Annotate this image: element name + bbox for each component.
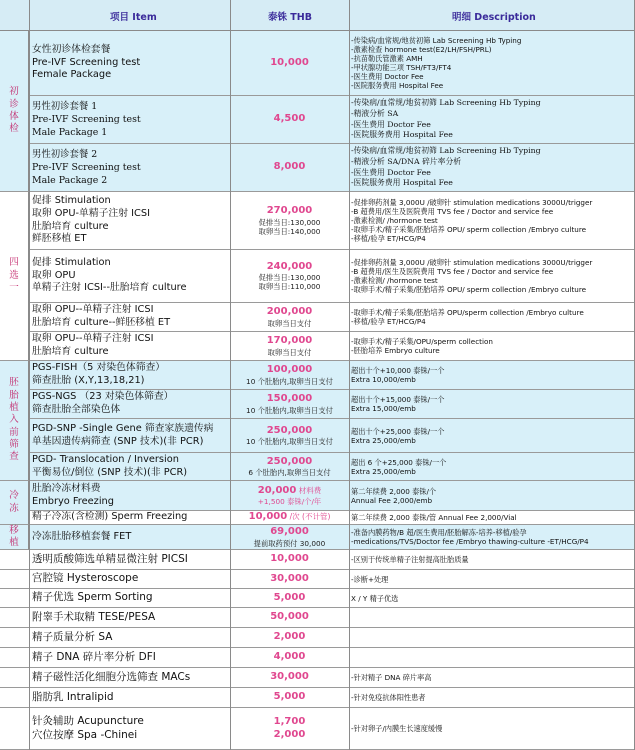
description-text: 第二年续费 2,000 泰铢/管 Annual Fee 2,000/Vial	[351, 513, 517, 522]
table-row	[0, 332, 635, 361]
price-cell	[231, 96, 348, 143]
price-note: 取卵当日支付	[267, 347, 312, 357]
description-text: 超出十个+15,000 泰铢/一个	[351, 395, 445, 404]
price-value: 5,000	[273, 591, 306, 603]
group-text: 胚 胎 植 入 前 筛 查	[9, 377, 19, 463]
table-row	[0, 481, 635, 511]
table-row	[0, 303, 635, 332]
price-cell	[231, 192, 348, 249]
description-text: -取卵手术/精子采集/胚胎培养 OPU/ sperm collection /Embryo culture	[351, 285, 587, 294]
price-value: 250,000	[266, 424, 313, 436]
price-value: 10,000	[270, 56, 309, 68]
description-text: -医生费用 Doctor Fee	[351, 119, 431, 129]
description-text: -B 超费用/医生及医院费用 TVS fee / Doctor and service fee	[351, 207, 554, 216]
item-text: 单精子注射 ICSI--肚胎培育 culture	[32, 282, 187, 294]
item-cell	[32, 608, 230, 627]
item-text: 男性初诊套餐 2	[32, 148, 98, 160]
price-note: 10 个肚胎内,取卵当日支付	[246, 376, 333, 386]
table-row	[0, 361, 635, 390]
description-cell	[351, 550, 633, 569]
description-cell	[351, 481, 633, 510]
price-cell	[231, 144, 348, 191]
table-row	[0, 144, 635, 192]
price-value: 20,000 材料费	[257, 484, 322, 496]
table-row	[0, 192, 635, 250]
description-text: -激素检测/ /hormone test	[351, 276, 438, 285]
table-row	[0, 688, 635, 708]
description-text: -医院服务费用 Hospital Fee	[351, 178, 453, 188]
description-text: -B 超费用/医生及医院费用 TVS fee / Doctor and service fee	[351, 267, 554, 276]
price-note: 6 个肚胎内,取卵当日支付	[248, 468, 331, 478]
item-text: 筛查肚胎全部染色体	[32, 404, 121, 415]
group-label	[0, 525, 29, 550]
description-text: -促排卵药剂量 3,000U /破卵针 stimulation medications 3000U/trigger	[351, 258, 593, 267]
description-text: Extra 25,000/emb	[351, 466, 416, 476]
item-text: Female Package	[32, 69, 112, 81]
item-text: 精子质量分析 SA	[32, 630, 113, 643]
price-note: 提前取药预付 30,000	[253, 538, 326, 548]
price-cell	[231, 648, 348, 667]
description-cell	[351, 511, 633, 524]
description-cell	[351, 390, 633, 418]
group-label	[0, 31, 29, 192]
item-text: 单基因遗传病筛查 (SNP 技术)(非 PCR)	[32, 435, 204, 447]
item-cell	[32, 192, 230, 249]
description-text: -胚胎培养 Embryo culture	[351, 346, 440, 355]
price-value: 4,000	[273, 651, 306, 663]
price-cell	[231, 570, 348, 588]
price-note: 取卵当日支付	[267, 318, 312, 328]
item-text: 附睾手术取精 TESE/PESA	[32, 610, 156, 623]
price-value: 2,000	[273, 631, 306, 643]
price-note: /次 (不计管)	[287, 512, 331, 522]
price-cell	[231, 250, 348, 302]
price-value: 30,000	[270, 572, 309, 584]
item-text: 精子优选 Sperm Sorting	[32, 591, 153, 604]
table-row	[0, 708, 635, 750]
table-row	[0, 589, 635, 608]
item-text: 精子 DNA 碎片率分析 DFI	[32, 650, 156, 663]
item-text: PGS-NGS （23 对染色体筛查）	[32, 391, 174, 403]
column-divider	[29, 0, 30, 750]
description-text: -medications/TVS/Doctor fee /Embryo thawing-culture -ET/HCG/P4	[351, 537, 589, 546]
item-cell	[32, 419, 230, 452]
header-item: 项目 Item	[110, 12, 157, 23]
table-header	[0, 0, 635, 31]
price-cell	[231, 668, 348, 687]
description-text: 超出十个+10,000 泰铢/一个	[351, 366, 445, 375]
description-text: -区别于传统单精子注射提高肚胎质量	[351, 555, 469, 564]
price-cell	[231, 628, 348, 647]
description-cell	[351, 361, 633, 389]
item-text: PGS-FISH（5 对染色体筛查）	[32, 362, 166, 374]
price-value: 270,000	[266, 205, 313, 217]
description-text: -传染病/血常规/地贫初筛 Lab Screening Hb Typing	[351, 98, 541, 107]
column-divider	[349, 0, 350, 750]
price-cell	[231, 688, 348, 707]
description-text: -诊断+处理	[351, 574, 389, 584]
price-value: 170,000	[266, 335, 313, 347]
item-cell	[32, 250, 230, 302]
description-cell	[351, 96, 633, 143]
description-text: -传染病/血常规/地贫初筛 Lab Screening Hb Typing	[351, 36, 522, 45]
description-text: -医生费用 Doctor Fee	[351, 167, 431, 177]
item-cell	[32, 481, 230, 510]
table-row	[0, 250, 635, 303]
description-text: -激素检测/ /hormone test	[351, 216, 438, 225]
item-cell	[32, 96, 230, 143]
description-cell	[351, 608, 633, 627]
group-label	[0, 361, 29, 481]
description-text: Extra 10,000/emb	[351, 375, 416, 384]
price-note: 促排当日:130,000	[258, 217, 321, 227]
table-row	[0, 511, 635, 525]
table-row	[0, 31, 635, 96]
header-description: 明细 Description	[452, 12, 536, 23]
price-extra: +1,500 泰铢/个/年	[257, 497, 322, 507]
description-text: -精液分析 SA	[351, 108, 399, 118]
price-value: 240,000	[266, 260, 313, 272]
description-text: -抗苗勒氏管激素 AMH	[351, 54, 423, 63]
description-text: -传染病/血常规/地贫初筛 Lab Screening Hb Typing	[351, 146, 541, 155]
table-row	[0, 648, 635, 668]
item-text: 针灸辅助 Acupuncture	[32, 715, 144, 728]
item-text: 女性初诊体检套餐	[32, 44, 111, 56]
item-text: 肚胎冷冻材料费	[32, 482, 101, 494]
group-label	[0, 192, 29, 361]
group-text: 四 选 一	[9, 257, 19, 294]
price-cell	[231, 361, 348, 389]
description-cell	[351, 648, 633, 667]
price-cell	[231, 390, 348, 418]
item-text: 取卵 OPU--单精子注射 ICSI	[32, 333, 154, 345]
description-text: X / Y 精子优选	[351, 593, 399, 603]
price-cell	[231, 453, 348, 480]
item-cell	[32, 668, 230, 687]
price-value: 1,700	[273, 716, 306, 727]
description-cell	[351, 332, 633, 360]
item-cell	[32, 628, 230, 647]
table-row	[0, 453, 635, 481]
group-label	[0, 481, 29, 525]
table-row	[0, 608, 635, 628]
description-cell	[351, 31, 633, 95]
description-text: 第二年续费 2,000 泰铢/个	[351, 486, 437, 496]
item-text: 男性初诊套餐 1	[32, 100, 98, 112]
item-cell	[32, 303, 230, 331]
item-text: 肚胎培育 culture	[32, 346, 109, 357]
item-text: 冷冻肚胎移植套餐 FET	[32, 530, 132, 542]
item-cell	[32, 31, 230, 95]
price-cell	[231, 550, 348, 569]
description-text: Annual Fee 2,000/emb	[351, 495, 433, 505]
description-cell	[351, 525, 633, 549]
price-value: 5,000	[273, 691, 306, 703]
price-cell	[231, 31, 348, 95]
item-cell	[32, 390, 230, 418]
item-text: Pre-IVF Screening test	[32, 161, 141, 173]
table-row	[0, 96, 635, 144]
price-note: 10 个肚胎内,取卵当日支付	[246, 405, 333, 415]
description-cell	[351, 453, 633, 480]
column-divider	[230, 0, 231, 750]
item-text: 肚胎培育 culture	[32, 220, 109, 232]
item-cell	[32, 688, 230, 707]
price-cell	[231, 589, 348, 607]
price-value: 250,000	[266, 455, 313, 467]
item-text: 平衡易位/倒位 (SNP 技术)(非 PCR)	[32, 466, 188, 478]
price-cell	[231, 525, 348, 549]
table-row	[0, 550, 635, 570]
description-text: -医生费用 Doctor Fee	[351, 72, 424, 81]
price-cell	[231, 481, 348, 510]
item-cell	[32, 589, 230, 607]
price-note: 取卵当日:140,000	[258, 226, 321, 236]
description-cell	[351, 570, 633, 588]
table-row	[0, 419, 635, 453]
description-text: -精液分析 SA/DNA 碎片率分析	[351, 156, 462, 166]
item-text: 筛查肚胎 (X,Y,13,18,21)	[32, 375, 145, 386]
table-row	[0, 668, 635, 688]
description-text: 超出 6 个+25,000 泰铢/一个	[351, 457, 447, 467]
item-text: 透明质酸筛选单精显微注射 PICSI	[32, 552, 188, 565]
description-text: -医院服务费用 Hospital Fee	[351, 81, 444, 90]
description-cell	[351, 668, 633, 687]
item-cell	[32, 144, 230, 191]
item-text: 肚胎培育 culture--鲜胚移植 ET	[32, 317, 171, 328]
item-text: 取卵 OPU-单精子注射 ICSI	[32, 207, 150, 219]
item-text: 精子冷冻(含检测) Sperm Freezing	[32, 511, 188, 523]
item-text: 穴位按摩 Spa -Chinei	[32, 728, 138, 741]
price-value: 100,000	[266, 364, 313, 376]
price-value: 50,000	[270, 611, 309, 623]
item-cell	[32, 361, 230, 389]
item-cell	[32, 648, 230, 667]
item-cell	[32, 332, 230, 360]
description-cell	[351, 250, 633, 302]
description-text: 超出十个+25,000 泰铢/一个	[351, 426, 445, 436]
item-text: 脂肪乳 Intralipid	[32, 690, 114, 703]
description-cell	[351, 688, 633, 707]
item-text: 促排 Stimulation	[32, 257, 111, 269]
description-text: -取卵手术/精子采集/胚胎培养 OPU/ sperm collection /Embryo culture	[351, 225, 587, 234]
price-value: 69,000	[270, 526, 309, 538]
item-text: 精子磁性活化细胞分选筛查 MACs	[32, 670, 191, 683]
item-text: Male Package 1	[32, 127, 108, 139]
item-cell	[32, 550, 230, 569]
description-text: -医院服务费用 Hospital Fee	[351, 130, 453, 140]
description-cell	[351, 628, 633, 647]
item-text: PGD- Translocation / Inversion	[32, 453, 179, 465]
description-cell	[351, 419, 633, 452]
header-price: 泰铢 THB	[268, 12, 312, 23]
item-text: 取卵 OPU--单精子注射 ICSI	[32, 304, 154, 316]
price-value: 10,000 /次 (不计管)	[248, 511, 331, 523]
item-text: Pre-IVF Screening test	[32, 113, 141, 125]
table-row	[0, 525, 635, 550]
description-text: -甲状腺功能三项 TSH/FT3/FT4	[351, 63, 452, 72]
description-text: -取卵手术/精子采集/胚胎培养 OPU/sperm collection /Embryo culture	[351, 308, 584, 317]
item-text: 取卵 OPU	[32, 269, 76, 281]
description-text: Extra 15,000/emb	[351, 404, 416, 413]
description-cell	[351, 589, 633, 607]
table-row	[0, 570, 635, 589]
price-cell	[231, 608, 348, 627]
price-cell	[231, 303, 348, 331]
description-text: -移植/验孕 ET/HCG/P4	[351, 317, 426, 326]
description-cell	[351, 192, 633, 249]
price-value: 200,000	[266, 306, 313, 318]
group-text: 冷 冻	[9, 490, 19, 514]
description-text: -激素检查 hormone test(E2/LH/FSH/PRL)	[351, 45, 492, 54]
description-text: -针对卵子/内膜生长速度缓慢	[351, 724, 443, 733]
price-note: 10 个肚胎内,取卵当日支付	[246, 437, 333, 447]
group-text: 移 植	[9, 524, 19, 548]
item-text: PGD-SNP -Single Gene 筛查家族遗传病	[32, 422, 214, 434]
description-cell	[351, 303, 633, 331]
description-text: Extra 25,000/emb	[351, 435, 416, 445]
item-cell	[32, 708, 230, 749]
item-text: Male Package 2	[32, 175, 108, 187]
item-cell	[32, 453, 230, 480]
price-note: 促排当日:130,000	[258, 273, 321, 283]
price-value: 2,000	[273, 728, 306, 740]
price-value: 10,000	[270, 553, 309, 565]
item-cell	[32, 570, 230, 588]
description-cell	[351, 708, 633, 749]
description-text: -移植/验孕 ET/HCG/P4	[351, 234, 426, 243]
description-text: -针对免疫抗体阳性患者	[351, 693, 426, 702]
table-row	[0, 628, 635, 648]
item-text: 促排 Stimulation	[32, 195, 111, 207]
group-text: 初 诊 体 检	[9, 86, 19, 135]
price-value: 30,000	[270, 671, 309, 683]
description-text: -准备内膜药物/B 超/医生费用/胚胎解冻-培养-移植/验孕	[351, 528, 527, 537]
price-cell	[231, 511, 348, 524]
description-cell	[351, 144, 633, 191]
price-cell	[231, 419, 348, 452]
description-text: -促排卵药剂量 3,000U /破卵针 stimulation medications 3000U/trigger	[351, 198, 593, 207]
item-cell	[32, 511, 230, 524]
price-note: 取卵当日:110,000	[258, 282, 321, 292]
table-row	[0, 390, 635, 419]
price-value: 150,000	[266, 393, 313, 405]
item-text: Embryo Freezing	[32, 495, 114, 507]
price-cell	[231, 708, 348, 749]
description-text: -取卵手术/精子采集/OPU/sperm collection	[351, 337, 493, 346]
item-text: 宫腔镜 Hysteroscope	[32, 572, 139, 585]
item-text: Pre-IVF Screening test	[32, 56, 141, 68]
description-text: -针对精子 DNA 碎片率高	[351, 673, 432, 682]
price-cell	[231, 332, 348, 360]
item-text: 鲜胚移植 ET	[32, 233, 87, 245]
price-note: 材料费	[296, 485, 322, 495]
item-cell	[32, 525, 230, 549]
price-value: 8,000	[273, 161, 306, 173]
price-value: 4,500	[273, 113, 306, 125]
